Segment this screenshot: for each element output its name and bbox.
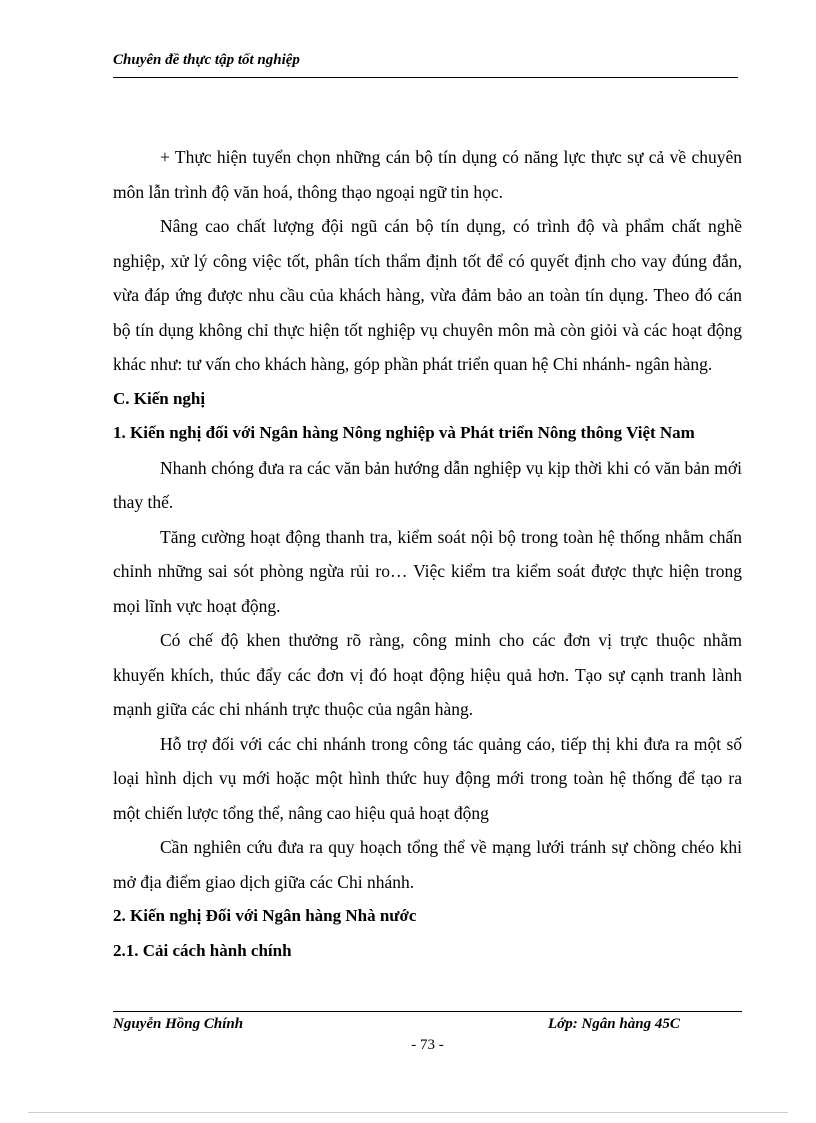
page-bottom-edge bbox=[28, 1112, 788, 1113]
paragraph-network-planning: Cần nghiên cứu đưa ra quy hoạch tổng thể về mạng lưới tránh sự chồng chéo khi mở địa điểm giao dịch giữa các Chi nhánh. bbox=[113, 837, 742, 892]
heading-recommendations: C. Kiến nghị bbox=[113, 388, 206, 408]
footer-class-label: Lớp: Ngân hàng 45C bbox=[548, 1016, 680, 1032]
paragraph-rewards: Có chế độ khen thưởng rõ ràng, công minh cho các đơn vị trực thuộc nhằm khuyến khích, thúc đẩy các đơn vị đó hoạt động hiệu quả hơn. Tạo sự cạnh tranh lành mạnh giữa các chi nhánh trực thuộc của ngân hàng. bbox=[113, 630, 742, 719]
paragraph-inspection-control: Tăng cường hoạt động thanh tra, kiểm soát nội bộ trong toàn hệ thống nhằm chấn chỉnh những sai sót phòng ngừa rủi ro… Việc kiểm tra kiểm soát được thực hiện trong mọi lĩnh vực hoạt động. bbox=[113, 526, 742, 616]
paragraph-marketing-support: Hỗ trợ đối với các chi nhánh trong công tác quảng cáo, tiếp thị khi đưa ra một số loại hình dịch vụ mới hoặc một hình thức huy động mới trong toàn hệ thống để tạo ra một chiến lược tổng thể, nâng cao hiệu quả hoạt động bbox=[113, 733, 742, 823]
paragraph-staff-quality: Nâng cao chất lượng đội ngũ cán bộ tín dụng, có trình độ và phẩm chất nghề nghiệp, xử lý công việc tốt, phân tích thẩm định tốt để có quyết định cho vay đúng đắn, vừa đáp ứng được nhu cầu của khách hàng, vừa đảm bảo an toàn tín dụng. Theo đó cán bộ tín dụng không chỉ thực hiện tốt nghiệp vụ chuyên môn mà còn giỏi và các hoạt động khác như: tư vấn cho khách hàng, góp phần phát triển quan hệ Chi nhánh- ngân hàng. bbox=[113, 216, 742, 374]
paragraph-guidance-documents: Nhanh chóng đưa ra các văn bản hướng dẫn nghiệp vụ kịp thời khi có văn bản mới thay thế. bbox=[113, 457, 742, 512]
header-divider bbox=[113, 77, 738, 78]
page-body bbox=[113, 140, 742, 968]
heading-administrative-reform: 2.1. Cải cách hành chính bbox=[113, 940, 292, 960]
heading-recommendation-agribank: 1. Kiến nghị đối với Ngân hàng Nông nghiệp và Phát triển Nông thông Việt Nam bbox=[113, 423, 695, 442]
footer-author: Nguyễn Hồng Chính bbox=[113, 1016, 244, 1032]
heading-recommendation-state-bank: 2. Kiến nghị Đối với Ngân hàng Nhà nước bbox=[113, 906, 417, 925]
page-number: - 73 - bbox=[411, 1037, 444, 1053]
paragraph-staff-selection: + Thực hiện tuyển chọn những cán bộ tín dụng có năng lực thực sự cả về chuyên môn lẫn trình độ văn hoá, thông thạo ngoại ngữ tin học. bbox=[113, 147, 742, 202]
footer-divider bbox=[113, 1011, 742, 1012]
page-header-title: Chuyên đề thực tập tốt nghiệp bbox=[113, 52, 300, 68]
